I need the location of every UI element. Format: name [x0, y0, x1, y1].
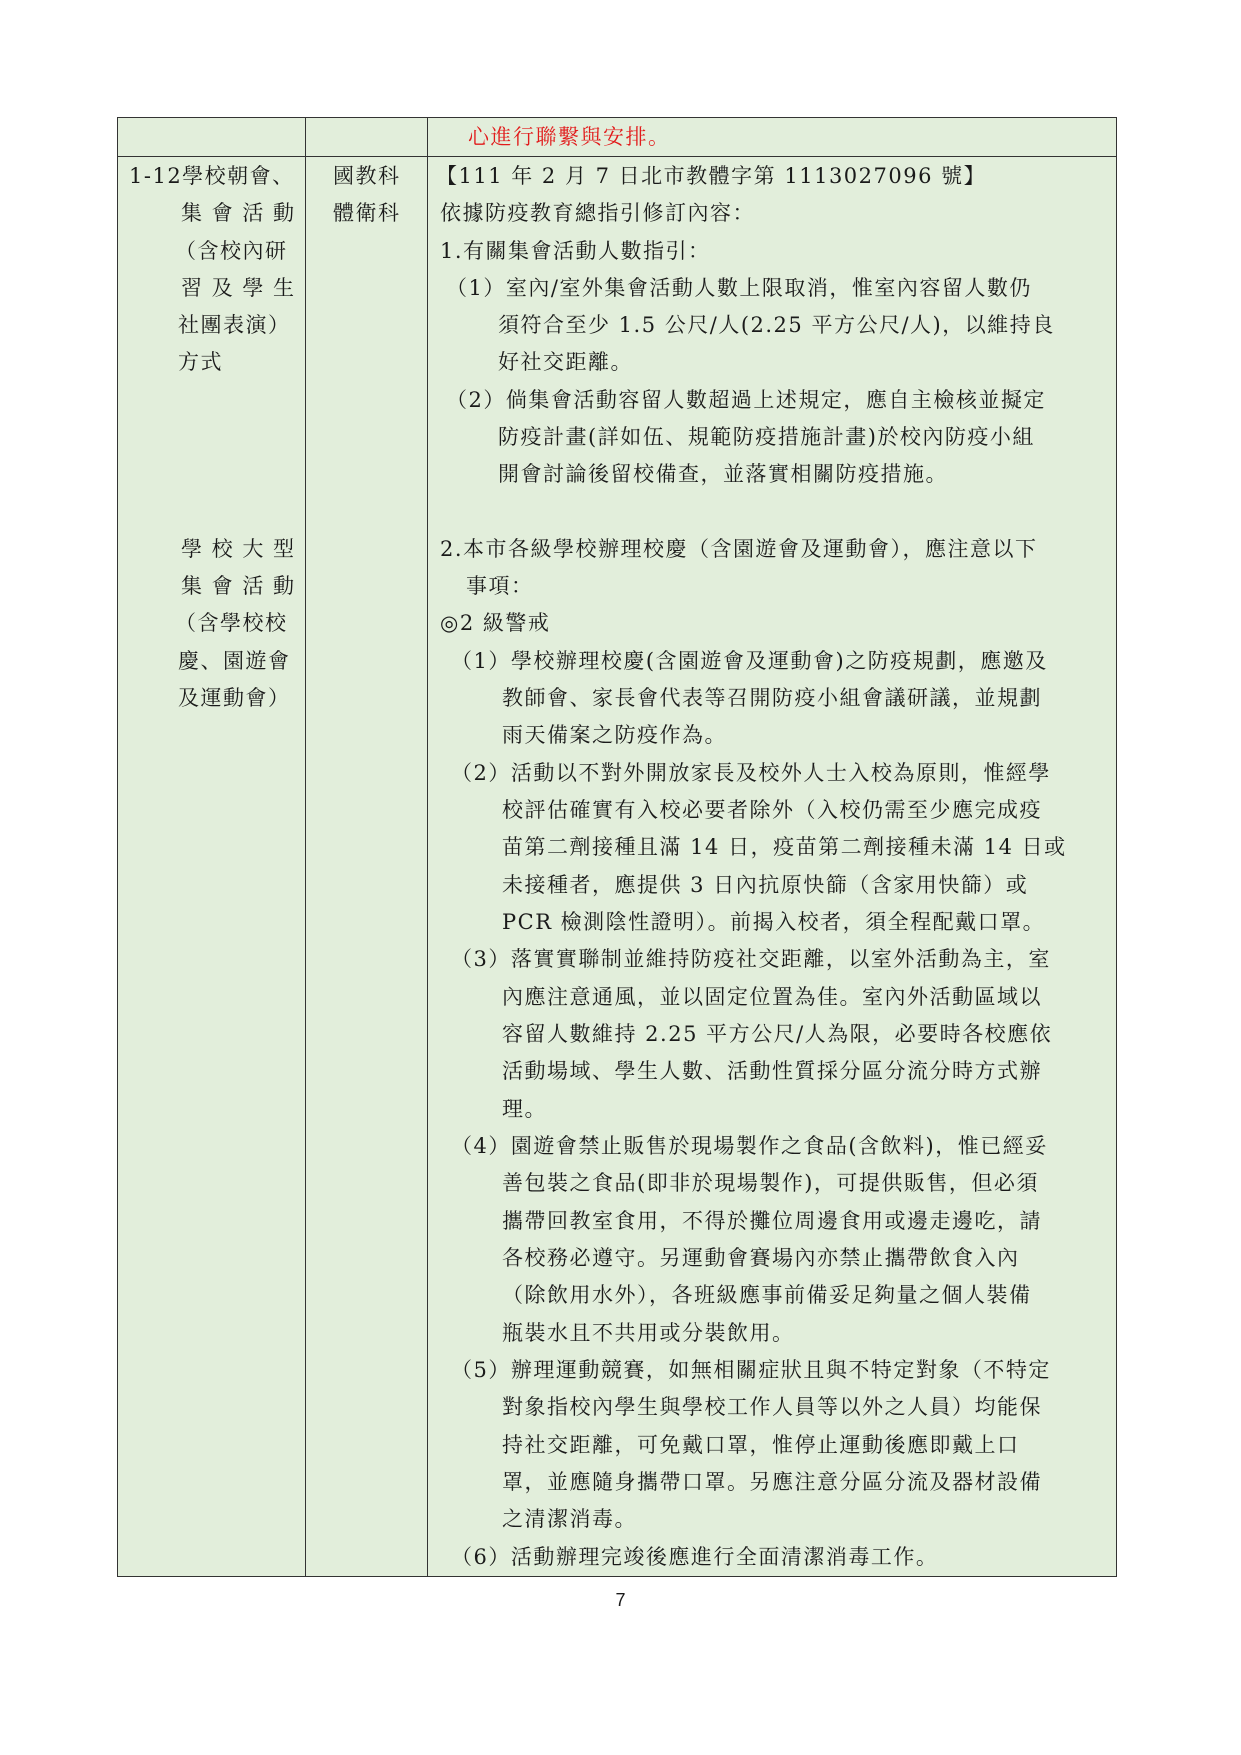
item-line: 慶、園遊會: [178, 649, 291, 673]
column-divider: [305, 118, 306, 1576]
content-line: （1）學校辦理校慶(含園遊會及運動會)之防疫規劃，應邀及: [451, 649, 1048, 673]
department-label: 國教科: [333, 164, 401, 188]
content-line: 瓶裝水且不共用或分裝飲用。: [502, 1321, 795, 1345]
item-line: 社團表演）: [178, 313, 291, 337]
content-line: 2.本市各級學校辦理校慶（含園遊會及運動會），應注意以下: [440, 537, 1038, 561]
content-line: 1.有關集會活動人數指引：: [440, 239, 711, 263]
content-line: 內應注意通風，並以固定位置為佳。室內外活動區域以: [502, 985, 1042, 1009]
item-line: 及運動會）: [178, 686, 291, 710]
item-line: 1-12學校朝會、: [129, 164, 295, 188]
item-line: 集 會 活 動: [181, 574, 296, 598]
content-line: 之清潔消毒。: [502, 1507, 637, 1531]
content-line: 活動場域、學生人數、活動性質採分區分流分時方式辦: [502, 1059, 1042, 1083]
content-line: 依據防疫教育總指引修訂內容：: [440, 201, 755, 225]
continuation-text: 心進行聯繫與安排。: [468, 125, 671, 149]
content-line: 攜帶回教室食用，不得於攤位周邊食用或邊走邊吃，請: [502, 1209, 1042, 1233]
content-line: ◎2 級警戒: [440, 611, 551, 635]
content-line: 防疫計畫(詳如伍、規範防疫措施計畫)於校內防疫小組: [498, 425, 1035, 449]
document-table: [117, 117, 1117, 1577]
content-line: 苗第二劑接種且滿 14 日，疫苗第二劑接種未滿 14 日或: [502, 835, 1067, 859]
content-line: 好社交距離。: [498, 350, 633, 374]
content-line: 對象指校內學生與學校工作人員等以外之人員）均能保: [502, 1395, 1042, 1419]
content-line: （2）活動以不對外開放家長及校外人士入校為原則，惟經學: [451, 761, 1051, 785]
item-line: 學 校 大 型: [181, 537, 296, 561]
content-line: 教師會、家長會代表等召開防疫小組會議研議，並規劃: [502, 686, 1042, 710]
content-line: （5）辦理運動競賽，如無相關症狀且與不特定對象（不特定: [451, 1358, 1051, 1382]
item-line: 集 會 活 動: [181, 201, 296, 225]
content-line: PCR 檢測陰性證明）。前揭入校者，須全程配戴口罩。: [502, 910, 1046, 934]
content-line: （3）落實實聯制並維持防疫社交距離，以室外活動為主，室: [451, 947, 1051, 971]
item-line: 習 及 學 生: [181, 276, 296, 300]
content-line: （2）倘集會活動容留人數超過上述規定，應自主檢核並擬定: [446, 388, 1046, 412]
content-line: （4）園遊會禁止販售於現場製作之食品(含飲料)，惟已經妥: [451, 1134, 1048, 1158]
content-line: 罩，並應隨身攜帶口罩。另應注意分區分流及器材設備: [502, 1470, 1042, 1494]
column-divider: [427, 118, 428, 1576]
content-line: 須符合至少 1.5 公尺/人(2.25 平方公尺/人)，以維持良: [498, 313, 1055, 337]
content-line: 未接種者，應提供 3 日內抗原快篩（含家用快篩）或: [502, 873, 1029, 897]
content-line: （6）活動辦理完竣後應進行全面清潔消毒工作。: [451, 1545, 939, 1569]
item-line: （含學校校: [175, 611, 288, 635]
content-line: 容留人數維持 2.25 平方公尺/人為限，必要時各校應依: [502, 1022, 1053, 1046]
content-line: （1）室內/室外集會活動人數上限取消，惟室內容留人數仍: [446, 276, 1032, 300]
page-number: 7: [615, 1590, 626, 1610]
item-line: 方式: [178, 350, 223, 374]
content-line: 善包裝之食品(即非於現場製作)，可提供販售，但必須: [502, 1171, 1039, 1195]
content-line: 校評估確實有入校必要者除外（入校仍需至少應完成疫: [502, 798, 1042, 822]
content-line: 【111 年 2 月 7 日北市教體字第 1113027096 號】: [436, 164, 987, 188]
content-line: 各校務必遵守。另運動會賽場內亦禁止攜帶飲食入內: [502, 1246, 1020, 1270]
department-label: 體衛科: [333, 201, 401, 225]
content-line: 持社交距離，可免戴口罩，惟停止運動後應即戴上口: [502, 1433, 1020, 1457]
content-line: 理。: [502, 1097, 547, 1121]
item-line: （含校內研: [175, 239, 288, 263]
content-line: 事項：: [466, 574, 534, 598]
content-line: 雨天備案之防疫作為。: [502, 723, 727, 747]
content-line: 開會討論後留校備查，並落實相關防疫措施。: [498, 462, 948, 486]
content-line: （除飲用水外），各班級應事前備妥足夠量之個人裝備: [502, 1283, 1032, 1307]
